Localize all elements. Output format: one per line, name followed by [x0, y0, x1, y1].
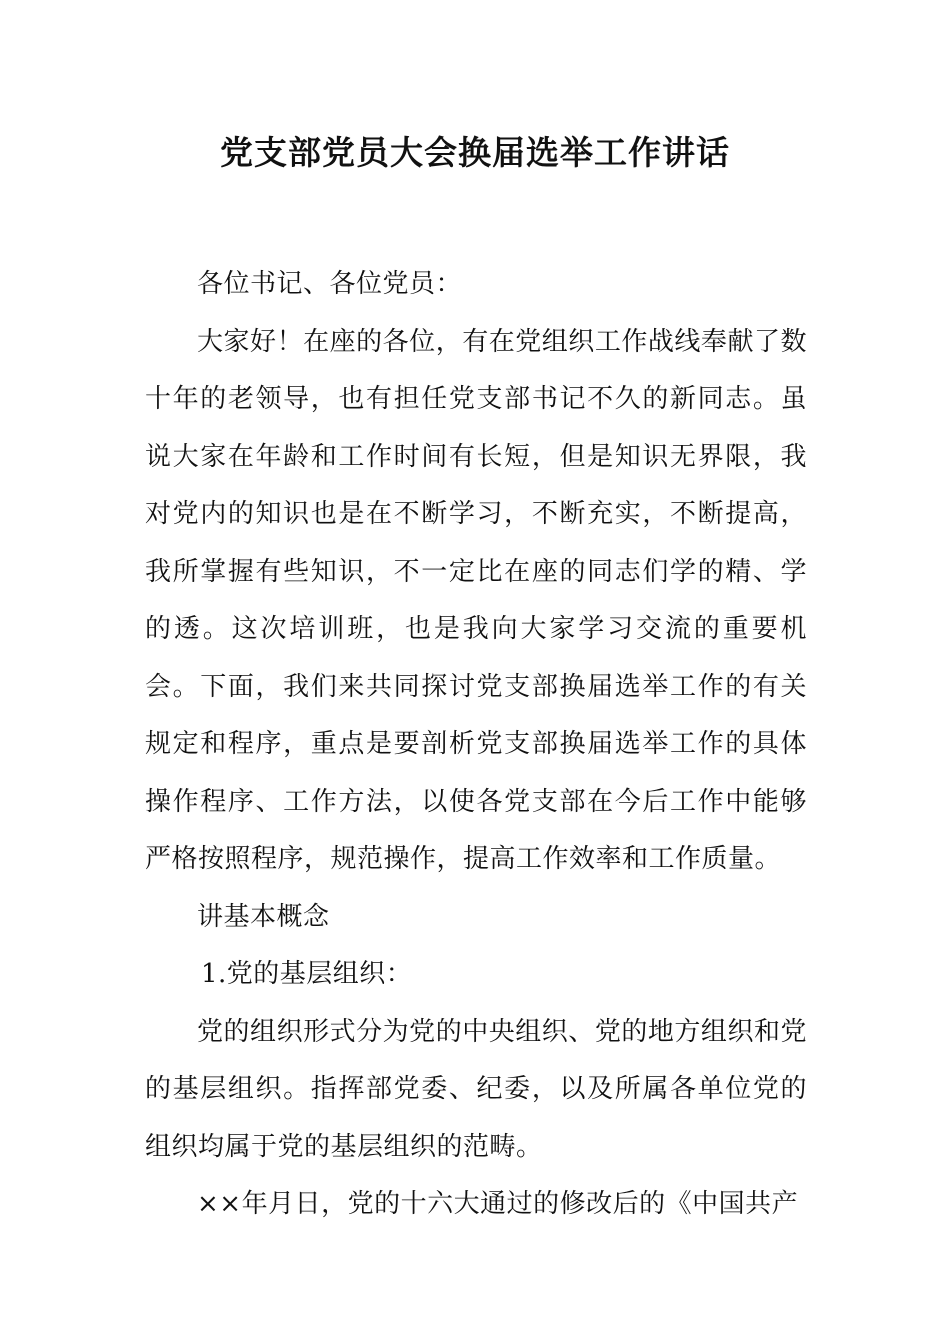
body-paragraph: ××年月日，党的十六大通过的修改后的《中国共产 [197, 1189, 799, 1219]
section-heading: 讲基本概念 [197, 901, 330, 932]
document-title: 党支部党员大会换届选举工作讲话 [220, 133, 730, 172]
opening-paragraph: 大家好！在座的各位，有在党组织工作战线奉献了数十年的老领导，也有担任党支部书记不久的新同志。虽说大家在年龄和工作时间有长短，但是知识无界限，我对党内的知识也是在不断学习，不断充实，不断提高，我所掌握有些知识，不一定比在座的同志们学的精、学的透。这次培训班，也是我向大家学习交流的重要机会。下面，我们来共同探讨党支部换届选举工作的有关规定和程序，重点是要剖析党支部换届选举工作的具体操作程序、工作方法，以使各党支部在今后工作中能够严格按照程序，规范操作，提高工作效率和工作质量。 [145, 326, 807, 874]
body-paragraph: 党的组织形式分为党的中央组织、党的地方组织和党的基层组织。指挥部党委、纪委，以及所属各单位党的组织均属于党的基层组织的范畴。 [145, 1016, 807, 1162]
document-body [145, 256, 807, 1234]
salutation-paragraph: 各位书记、各位党员： [197, 269, 463, 299]
subsection-heading: 1.党的基层组织： [201, 959, 413, 989]
